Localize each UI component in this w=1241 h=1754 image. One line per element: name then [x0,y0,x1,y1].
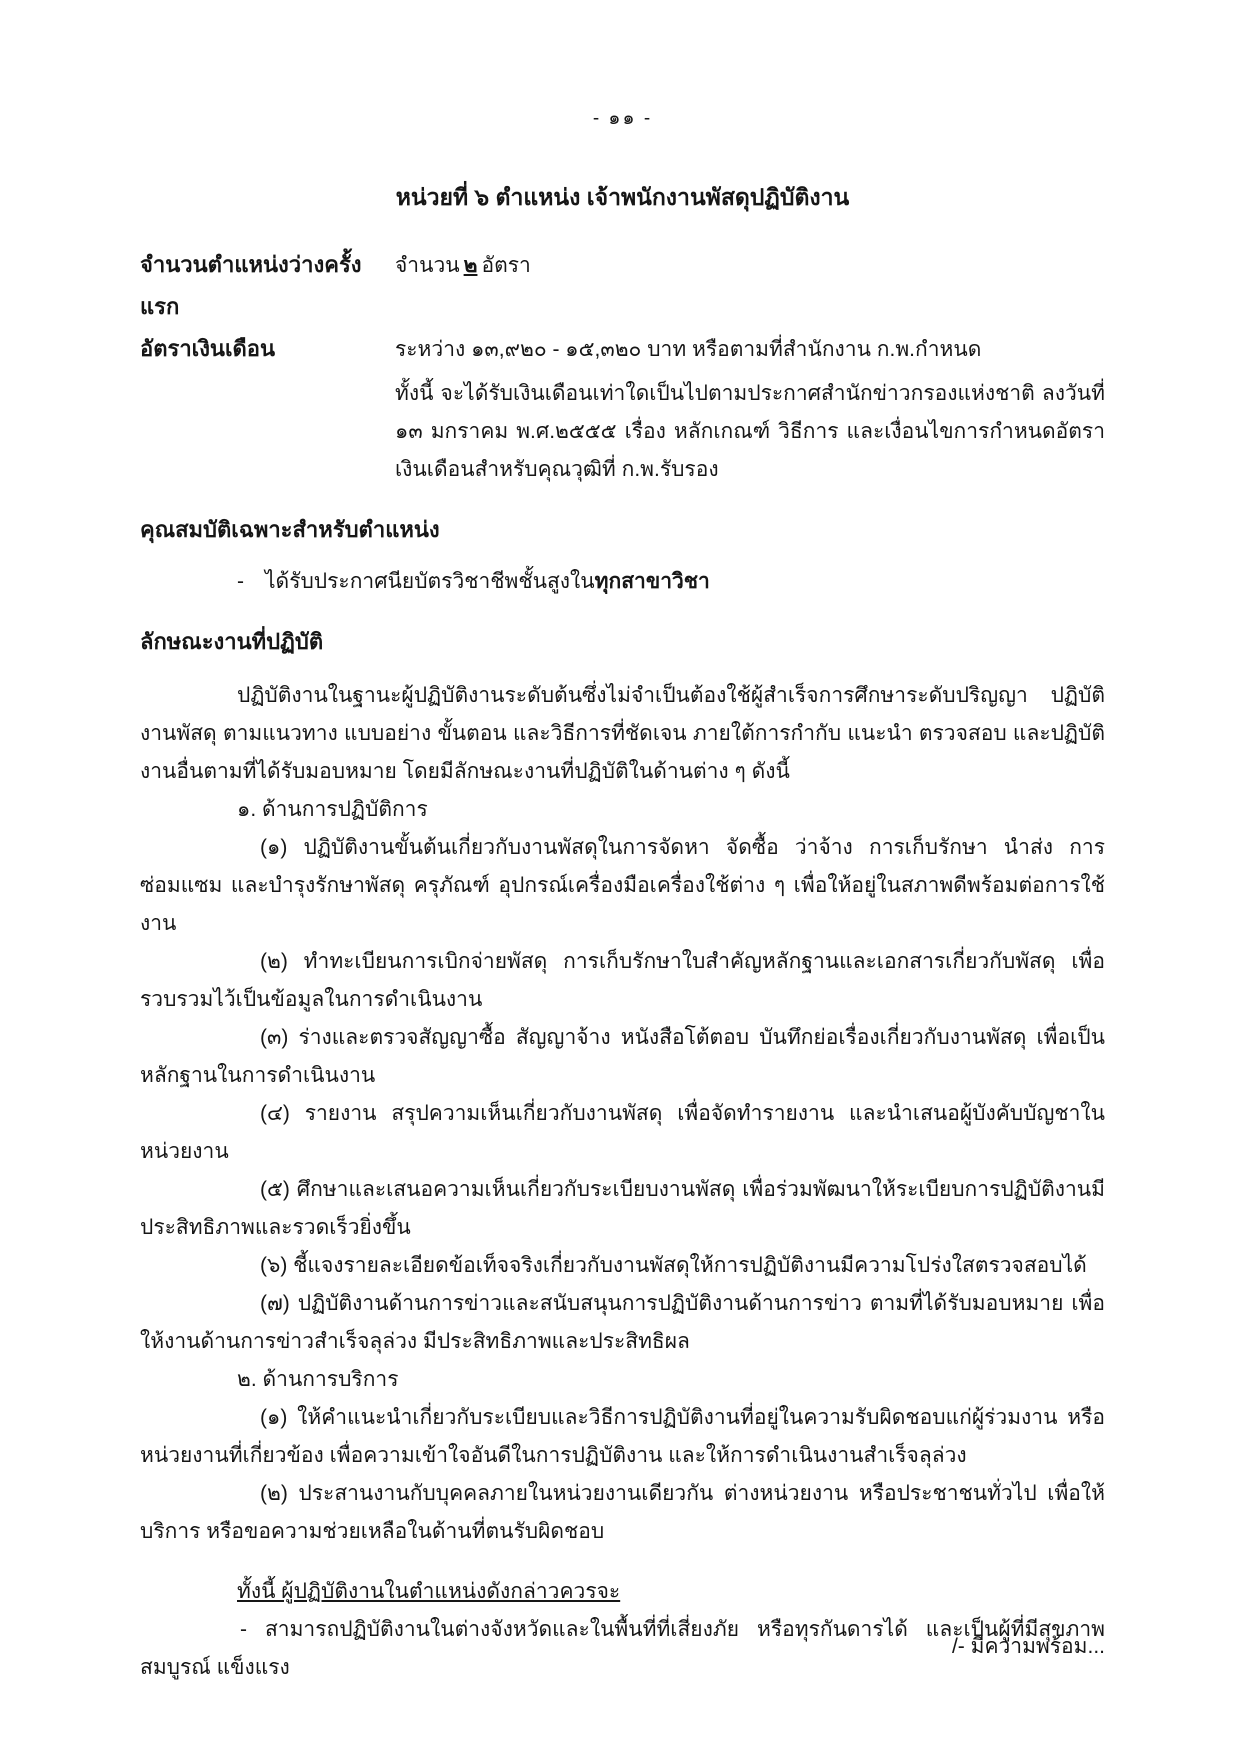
position-info [140,244,1105,489]
duties-section2-title: ๒. ด้านการบริการ [237,1368,399,1391]
continuation-footer: /- มีความพร้อม... [951,1635,1105,1658]
duties-section1-title: ๑. ด้านการปฏิบัติการ [237,798,428,821]
duty-item-1-6: (๖) ชี้แจงรายละเอียดข้อเท็จจริงเกี่ยวกับงานพัสดุให้การปฏิบัติงานมีความโปร่งใสตรวจสอบได้ [260,1254,1087,1277]
vacancy-prefix: จำนวน [395,254,460,277]
note-heading: ทั้งนี้ ผู้ปฏิบัติงานในตำแหน่งดังกล่าวควรจะ [237,1580,621,1603]
vacancy-label: จำนวนตำแหน่งว่างครั้งแรก [140,252,362,319]
note-item: - สามารถปฏิบัติงานในต่างจังหวัดและในพื้นที่ที่เสี่ยงภัย หรือทุรกันดารได้ และเป็นผู้ที่มีสุขภาพสมบูรณ์ แข็งแรง [140,1618,1105,1679]
salary-row [140,328,1105,371]
qualification-bold-text: ทุกสาขาวิชา [594,570,710,593]
page-title: หน่วยที่ ๖ ตำแหน่ง เจ้าพนักงานพัสดุปฏิบัติงาน [395,184,850,210]
qualifications-bullet [140,563,1105,601]
salary-value: ระหว่าง ๑๓,๙๒๐ - ๑๕,๓๒๐ บาท หรือตามที่สำนักงาน ก.พ.กำหนด [395,338,982,361]
duty-item-1-2: (๒) ทำทะเบียนการเบิกจ่ายพัสดุ การเก็บรักษาใบสำคัญหลักฐานและเอกสารเกี่ยวกับพัสดุ เพื่อรวบรวมไว้เป็นข้อมูลในการดำเนินงาน [140,950,1105,1011]
qualifications-heading: คุณสมบัติเฉพาะสำหรับตำแหน่ง [140,517,440,542]
vacancy-row [140,244,1105,328]
duty-item-2-2: (๒) ประสานงานกับบุคคลภายในหน่วยงานเดียวกัน ต่างหน่วยงาน หรือประชาชนทั่วไป เพื่อให้บริการ หรือขอความช่วยเหลือในด้านที่ตนรับผิดชอบ [140,1482,1105,1543]
duties-intro-paragraph: ปฏิบัติงานในฐานะผู้ปฏิบัติงานระดับต้นซึ่งไม่จำเป็นต้องใช้ผู้สำเร็จการศึกษาระดับปริญญา ปฏิบัติงานพัสดุ ตามแนวทาง แบบอย่าง ขั้นตอน และวิธีการที่ชัดเจน ภายใต้การกำกับ แนะนำ ตรวจสอบ และปฏิบัติงานอื่นตามที่ได้รับมอบหมาย โดยมีลักษณะงานที่ปฏิบัติในด้านต่าง ๆ ดังนี้ [140,684,1105,783]
duty-item-1-1: (๑) ปฏิบัติงานขั้นต้นเกี่ยวกับงานพัสดุในการจัดหา จัดซื้อ ว่าจ้าง การเก็บรักษา นำส่ง การซ่อมแซม และบำรุงรักษาพัสดุ ครุภัณฑ์ อุปกรณ์เครื่องมือเครื่องใช้ต่าง ๆ เพื่อให้อยู่ในสภาพดีพร้อมต่อการใช้งาน [140,836,1105,935]
qualification-text: ได้รับประกาศนียบัตรวิชาชีพชั้นสูงใน [265,570,595,593]
duties-heading: ลักษณะงานที่ปฏิบัติ [140,629,324,654]
duty-item-1-3: (๓) ร่างและตรวจสัญญาซื้อ สัญญาจ้าง หนังสือโต้ตอบ บันทึกย่อเรื่องเกี่ยวกับงานพัสดุ เพื่อเป็นหลักฐานในการดำเนินงาน [140,1026,1105,1087]
vacancy-suffix: อัตรา [481,254,531,277]
duty-item-1-7: (๗) ปฏิบัติงานด้านการข่าวและสนับสนุนการปฏิบัติงานด้านการข่าว ตามที่ได้รับมอบหมาย เพื่อให้งานด้านการข่าวสำเร็จลุล่วง มีประสิทธิภาพและประสิทธิผล [140,1292,1105,1353]
page-number: - ๑๑ - [592,108,653,129]
vacancy-count: ๒ [463,254,478,277]
bullet-dash: - [237,570,244,593]
duty-item-1-4: (๔) รายงาน สรุปความเห็นเกี่ยวกับงานพัสดุ เพื่อจัดทำรายงาน และนำเสนอผู้บังคับบัญชาในหน่วยงาน [140,1102,1105,1163]
salary-note: ทั้งนี้ จะได้รับเงินเดือนเท่าใดเป็นไปตามประกาศสำนักข่าวกรองแห่งชาติ ลงวันที่ ๑๓ มกราคม พ.ศ.๒๕๕๕ เรื่อง หลักเกณฑ์ วิธีการ และเงื่อนไขการกำหนดอัตราเงินเดือนสำหรับคุณวุฒิที่ ก.พ.รับรอง [395,382,1105,481]
duty-item-2-1: (๑) ให้คำแนะนำเกี่ยวกับระเบียบและวิธีการปฏิบัติงานที่อยู่ในความรับผิดชอบแก่ผู้ร่วมงาน หรือหน่วยงานที่เกี่ยวข้อง เพื่อความเข้าใจอันดีในการปฏิบัติงาน และให้การดำเนินงานสำเร็จลุล่วง [140,1406,1105,1467]
duty-item-1-5: (๕) ศึกษาและเสนอความเห็นเกี่ยวกับระเบียบงานพัสดุ เพื่อร่วมพัฒนาให้ระเบียบการปฏิบัติงานมีประสิทธิภาพและรวดเร็วยิ่งขึ้น [140,1178,1105,1239]
salary-label: อัตราเงินเดือน [140,336,276,361]
vacancy-value [395,245,1105,287]
